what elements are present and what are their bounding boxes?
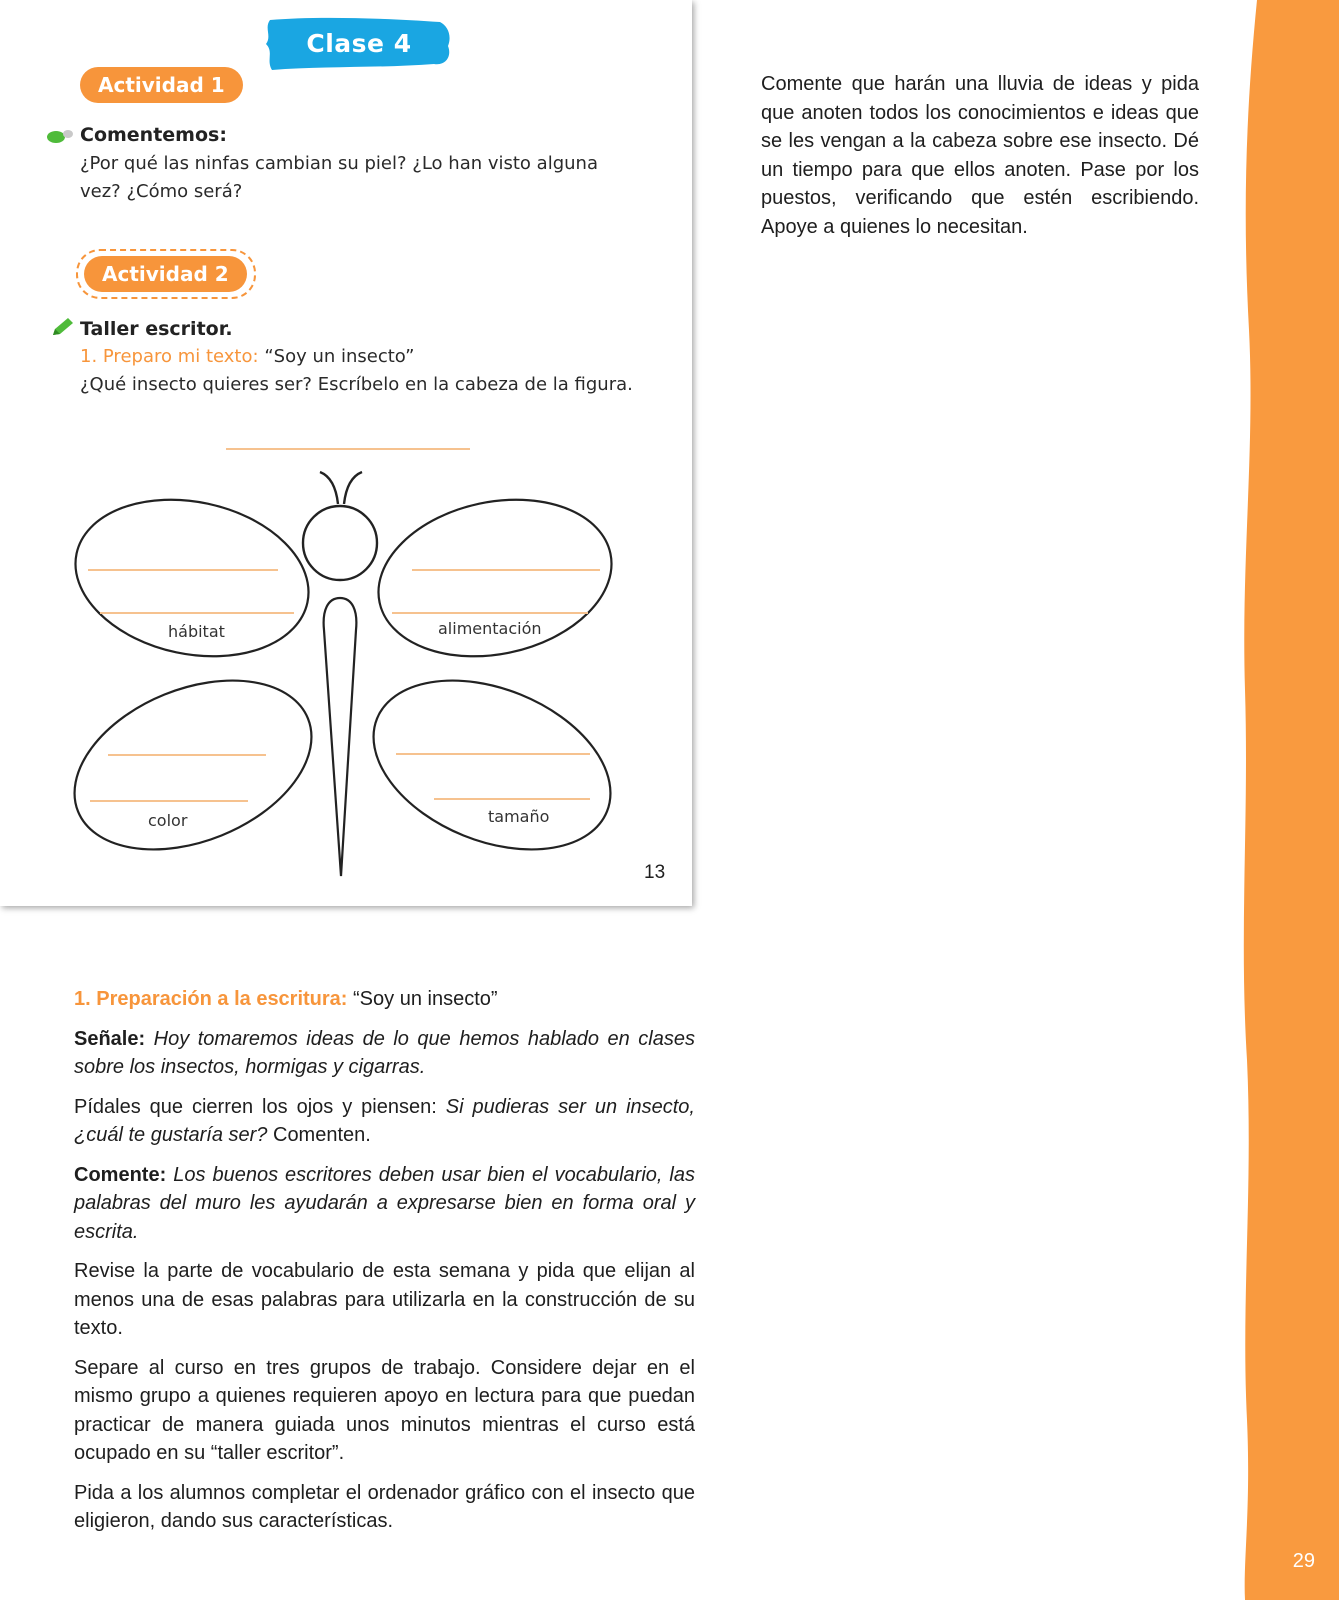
guide-paragraph-senale [74, 1025, 695, 1082]
wing-label-alimentacion: alimentación [438, 619, 542, 638]
teacher-note: Comente que harán una lluvia de ideas y pida que anoten todos los conocimientos e ideas que se les vengan a la cabeza sobre ese insecto. Dé un tiempo para que ellos anoten. Pase por los puestos, verificando que estén escribiendo. Apoye a quienes lo necesitan. [761, 73, 1199, 238]
guide-paragraph-separe: Separe al curso en tres grupos de trabajo. Considere dejar en el mismo grupo a quienes requieren apoyo en lectura para que puedan practicar de manera guiada unos minutos mientras el curso está ocupado en su “taller escritor”. [74, 1356, 695, 1464]
clase-title: Clase 4 [306, 28, 412, 58]
senale-text: Hoy tomaremos ideas de lo que hemos hablado en clases sobre los insectos, hormigas y cigarras. [74, 1027, 695, 1078]
wing-label-color: color [148, 811, 188, 830]
comente-label: Comente: [74, 1163, 167, 1186]
pidales-end: Comenten. [267, 1124, 371, 1146]
taller-escritor-heading: Taller escritor. [80, 318, 233, 340]
wing-label-tamano: tamaño [488, 807, 550, 826]
pidales-question: Si pudieras ser un insecto, ¿cuál te gustaría ser? [74, 1095, 695, 1146]
clase-banner [264, 14, 454, 72]
guide-title [74, 985, 695, 1014]
comentemos-heading: Comentemos: [80, 124, 227, 146]
actividad-2-badge: Actividad 2 [84, 256, 247, 292]
wing-label-habitat: hábitat [168, 622, 225, 641]
guide-paragraph-revise: Revise la parte de vocabulario de esta semana y pida que elijan al menos una de esas palabras para utilizarla en la construcción de su texto. [74, 1260, 695, 1339]
side-band [1239, 0, 1339, 1600]
guide-title-label: 1. Preparación a la escritura: [74, 988, 348, 1010]
insect-instruction: ¿Qué insecto quieres ser? Escríbelo en la cabeza de la figura. [80, 374, 633, 395]
step-1-text: “Soy un insecto” [264, 346, 415, 367]
actividad-1-question: ¿Por qué las ninfas cambian su piel? ¿Lo han visto alguna vez? ¿Cómo será? [80, 153, 598, 202]
pidales-text: Pídales que cierren los ojos y piensen: [74, 1095, 446, 1118]
page-number: 29 [1292, 1550, 1315, 1572]
guide-paragraph-pidales [74, 1093, 695, 1150]
comente-text: Los buenos escritores deben usar bien el vocabulario, las palabras del muro les ayudarán a expresarse bien en forma oral y escrita. [74, 1163, 695, 1243]
guide-paragraph-comente [74, 1161, 695, 1247]
speech-bubble-icon [46, 128, 74, 144]
pencil-icon [50, 316, 76, 338]
guide-paragraph-pida: Pida a los alumnos completar el ordenador gráfico con el insecto que eligieron, dando sus características. [74, 1481, 695, 1532]
step-1-line [80, 343, 415, 371]
student-page-number: 13 [644, 862, 666, 883]
actividad-1-badge: Actividad 1 [80, 67, 243, 103]
senale-label: Señale: [74, 1027, 146, 1050]
guide-title-text: “Soy un insecto” [347, 988, 498, 1010]
student-page [0, 0, 692, 906]
teacher-guide [74, 985, 695, 1547]
step-1-label: 1. Preparo mi texto: [80, 346, 259, 367]
butterfly-organizer [0, 430, 692, 880]
